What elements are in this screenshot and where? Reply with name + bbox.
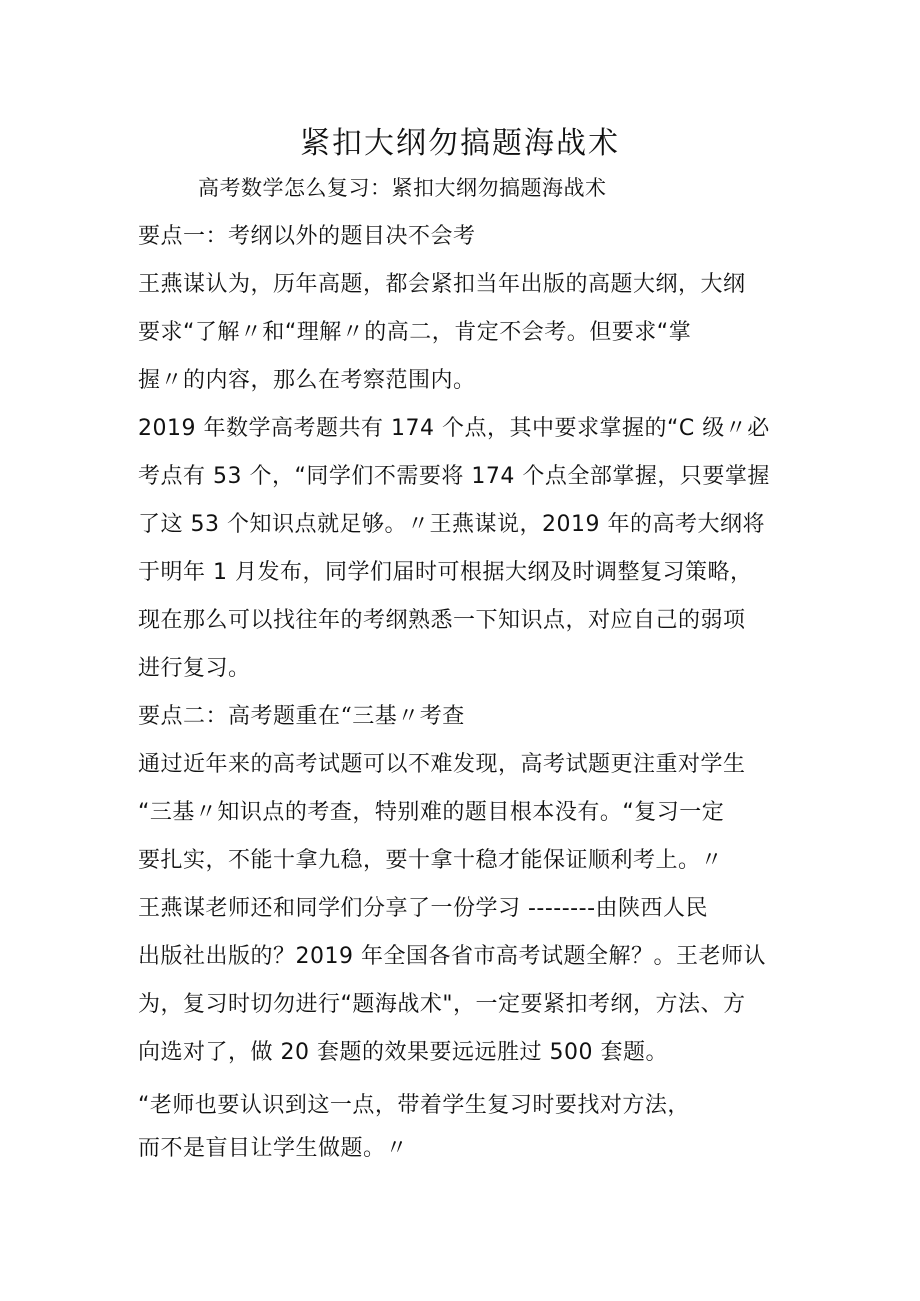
paragraph-line: 要扎实，不能十拿九稳，要十拿十稳才能保证顺利考上。〃 (138, 848, 724, 873)
paragraph-line: 向选对了，做 20 套题的效果要远远胜过 500 套题。 (138, 1040, 668, 1065)
paragraph-line: 考点有 53 个，“同学们不需要将 174 个点全部掌握，只要掌握 (138, 464, 770, 489)
paragraph-line: 王燕谋认为，历年高题，都会紧扣当年出版的高题大纲，大纲 (138, 272, 746, 297)
paragraph-line: 2019 年数学高考题共有 174 个点，其中要求掌握的“C 级〃必 (138, 416, 770, 441)
paragraph-line: 于明年 1 月发布，同学们届时可根据大纲及时调整复习策略， (138, 560, 753, 585)
document-subtitle: 高考数学怎么复习：紧扣大纲勿搞题海战术 (198, 176, 607, 200)
paragraph-line: 王燕谋老师还和同学们分享了一份学习 --------由陕西人民 (138, 896, 709, 921)
document-title: 紧扣大纲勿搞题海战术 (300, 126, 620, 161)
section-heading-2: 要点二：高考题重在“三基〃考查 (138, 704, 465, 729)
paragraph-line: 通过近年来的高考试题可以不难发现，高考试题更注重对学生 (138, 752, 746, 777)
paragraph-line: “老师也要认识到这一点，带着学生复习时要找对方法， (138, 1093, 690, 1118)
section-heading-1: 要点一：考纲以外的题目决不会考 (138, 224, 476, 249)
paragraph-line: 握〃的内容，那么在考察范围内。 (138, 368, 476, 393)
paragraph-line: 出版社出版的？2019 年全国各省市高考试题全解？。王老师认 (138, 944, 766, 969)
paragraph-line: 了这 53 个知识点就足够。〃王燕谋说，2019 年的高考大纲将 (138, 512, 765, 537)
paragraph-line: 而不是盲目让学生做题。〃 (138, 1136, 409, 1161)
paragraph-line: 进行复习。 (138, 656, 251, 681)
paragraph-line: 现在那么可以找往年的考纲熟悉一下知识点，对应自己的弱项 (138, 608, 746, 633)
paragraph-line: 要求“了解〃和“理解〃的高二，肯定不会考。但要求“掌 (138, 320, 692, 345)
paragraph-line: 为，复习时切勿进行“题海战术"，一定要紧扣考纲，方法、方 (138, 992, 746, 1017)
paragraph-line: “三基〃知识点的考查，特别难的题目根本没有。“复习一定 (138, 800, 725, 825)
